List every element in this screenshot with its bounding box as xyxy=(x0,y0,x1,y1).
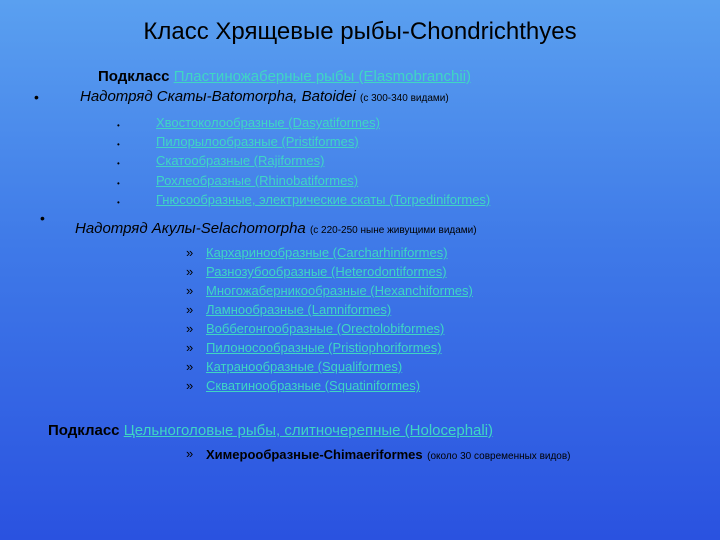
raquo-marker: » xyxy=(186,264,194,279)
order-link[interactable]: Гнюсообразные, электрические скаты (Torpediniformes) xyxy=(156,192,491,207)
superorder2-name: Надотряд Акулы-Selachomorpha xyxy=(75,220,306,237)
raquo-marker: » xyxy=(186,446,194,461)
order-link[interactable]: Скатообразные (Rajiformes) xyxy=(156,153,325,168)
raquo-marker: » xyxy=(186,283,194,298)
raquo-marker: » xyxy=(186,359,194,374)
subclass2-order: Химерообразные-Chimaeriformes xyxy=(206,447,423,462)
superorder1-name: Надотряд Скаты-Batomorpha, Batoidei xyxy=(80,88,356,105)
order-link[interactable]: Кархаринообразные (Carcharhiniformes) xyxy=(206,245,448,260)
bullet: • xyxy=(34,89,39,105)
superorder2-note: (с 220-250 ныне живущими видами) xyxy=(309,225,477,236)
subclass1-link[interactable]: Пластиножаберные рыбы (Elasmobranchii) xyxy=(173,68,472,85)
subclass2-prefix: Подкласс xyxy=(48,422,120,439)
subclass2-link[interactable]: Цельноголовые рыбы, слитночерепные (Holocephali) xyxy=(123,422,494,439)
subclass1-prefix: Подкласс xyxy=(98,68,170,85)
bullet: • xyxy=(117,121,120,130)
bullet: • xyxy=(117,179,120,188)
order-link[interactable]: Многожаберникообразные (Hexanchiformes) xyxy=(206,283,473,298)
order-link[interactable]: Воббегонгообразные (Orectolobiformes) xyxy=(206,321,445,336)
order-link[interactable]: Разнозубообразные (Heterodontiformes) xyxy=(206,264,447,279)
bullet: • xyxy=(40,210,45,226)
subclass2-order-line xyxy=(206,446,571,464)
raquo-marker: » xyxy=(186,378,194,393)
subclass2-note: (около 30 современных видов) xyxy=(427,451,571,462)
subclass1-heading xyxy=(98,68,471,85)
raquo-marker: » xyxy=(186,302,194,317)
raquo-marker: » xyxy=(186,340,194,355)
raquo-marker: » xyxy=(186,321,194,336)
bullet: • xyxy=(117,140,120,149)
superorder1-heading xyxy=(80,88,449,105)
order-link[interactable]: Пилорылообразные (Pristiformes) xyxy=(156,134,359,149)
superorder1-note: (с 300-340 видами) xyxy=(360,93,449,104)
order-link[interactable]: Пилоносообразные (Pristiophoriformes) xyxy=(206,340,442,355)
bullet: • xyxy=(117,198,120,207)
order-link[interactable]: Хвостоколообразные (Dasyatiformes) xyxy=(156,115,380,130)
bullet: • xyxy=(117,159,120,168)
order-link[interactable]: Скватинообразные (Squatiniformes) xyxy=(206,378,421,393)
order-link[interactable]: Рохлеобразные (Rhinobatiformes) xyxy=(156,173,359,188)
order-link[interactable]: Катранообразные (Squaliformes) xyxy=(206,359,403,374)
superorder2-heading xyxy=(75,220,477,237)
page-title: Класс Хрящевые рыбы-Chondrichthyes xyxy=(143,18,577,45)
raquo-marker: » xyxy=(186,245,194,260)
order-link[interactable]: Ламнообразные (Lamniformes) xyxy=(206,302,392,317)
subclass2-heading xyxy=(48,422,493,439)
